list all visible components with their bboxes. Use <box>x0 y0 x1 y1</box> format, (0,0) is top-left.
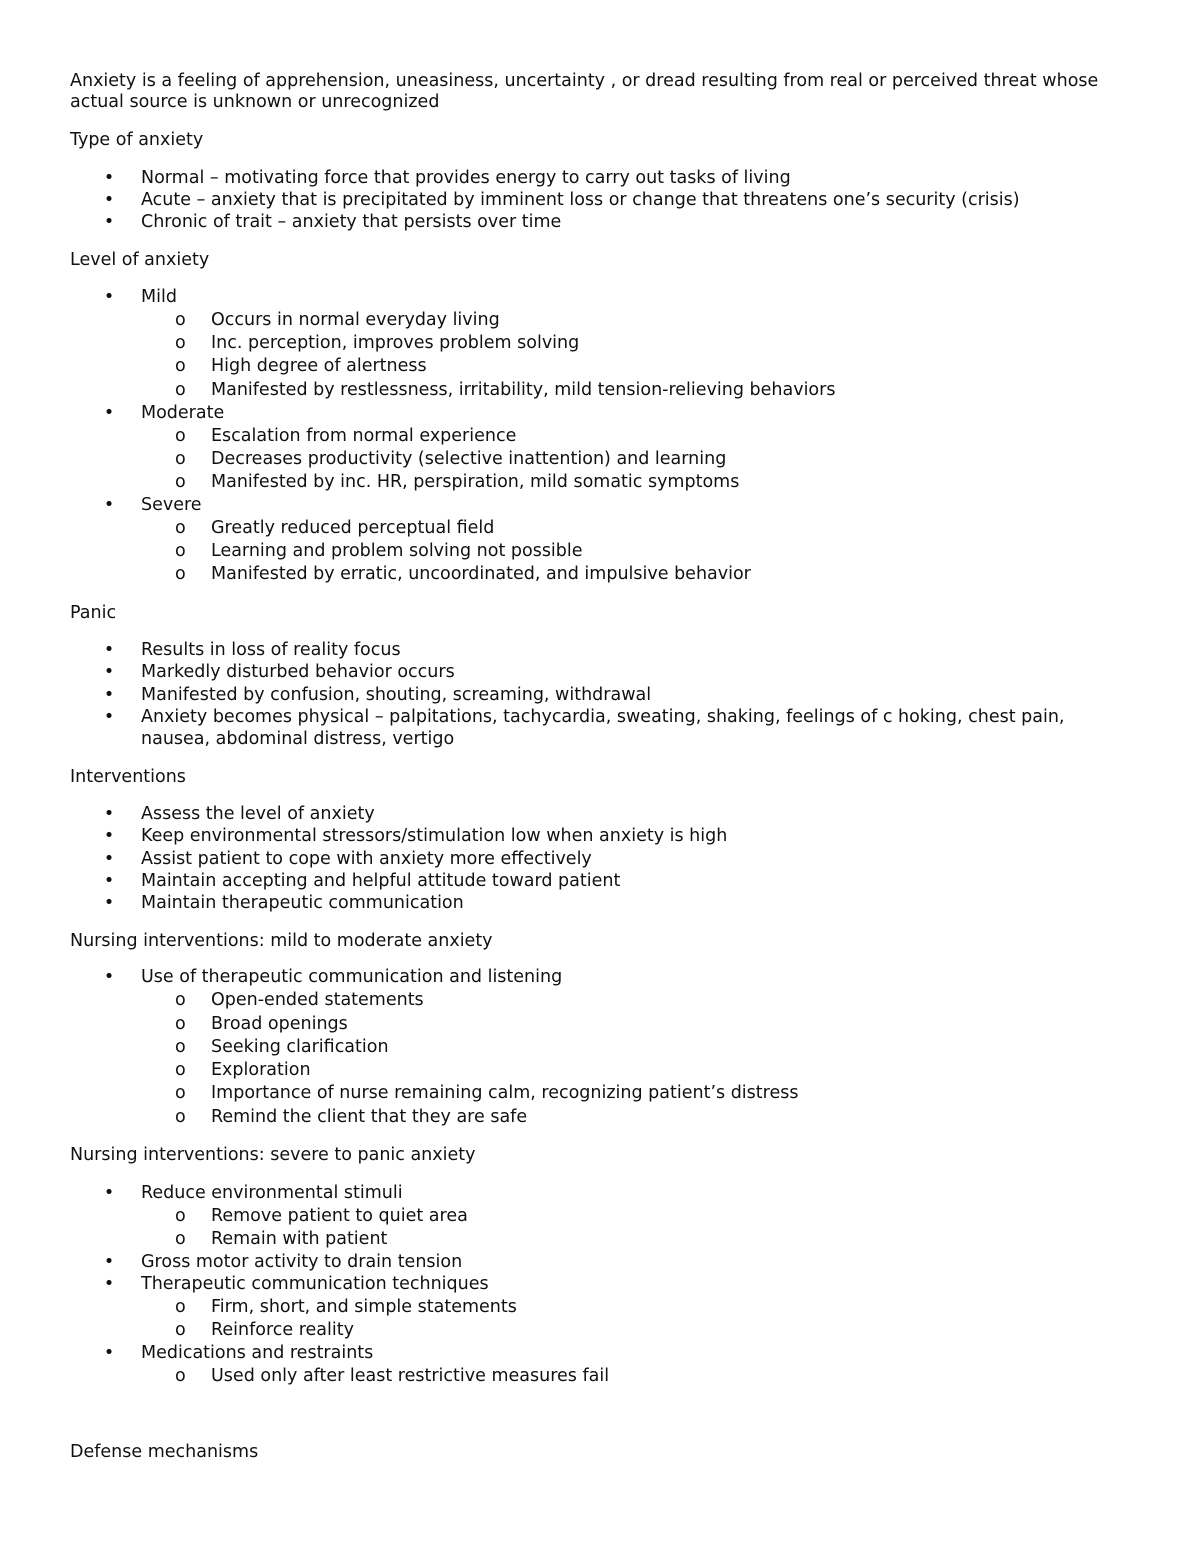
heading-defense-mechanisms: Defense mechanisms <box>70 1442 259 1462</box>
sub-list-item: Remain with patient <box>211 1229 388 1249</box>
list-item-moderate: Moderate <box>141 403 225 423</box>
list-item: Assess the level of anxiety <box>141 804 375 824</box>
heading-level-of-anxiety: Level of anxiety <box>70 250 210 270</box>
sub-bullet-marker: o <box>175 564 186 584</box>
bullet-marker: • <box>103 1274 115 1294</box>
sub-bullet-marker: o <box>175 380 186 400</box>
sub-list-item: Learning and problem solving not possible <box>211 541 583 561</box>
sub-bullet-marker: o <box>175 1206 186 1226</box>
bullet-marker: • <box>103 707 115 727</box>
sub-list-item: Importance of nurse remaining calm, recognizing patient’s distress <box>211 1083 799 1103</box>
heading-type-of-anxiety: Type of anxiety <box>70 130 204 150</box>
sub-bullet-marker: o <box>175 990 186 1010</box>
sub-list-item: Manifested by inc. HR, perspiration, mild somatic symptoms <box>211 472 740 492</box>
list-item: Acute – anxiety that is precipitated by imminent loss or change that threatens one’s security (crisis) <box>141 190 1020 210</box>
bullet-marker: • <box>103 893 115 913</box>
bullet-marker: • <box>103 168 115 188</box>
bullet-marker: • <box>103 212 115 232</box>
bullet-marker: • <box>103 662 115 682</box>
heading-interventions: Interventions <box>70 767 186 787</box>
list-item: Markedly disturbed behavior occurs <box>141 662 455 682</box>
sub-bullet-marker: o <box>175 1037 186 1057</box>
list-item-mild: Mild <box>141 287 177 307</box>
sub-list-item: Occurs in normal everyday living <box>211 310 500 330</box>
sub-list-item: Firm, short, and simple statements <box>211 1297 517 1317</box>
list-item: Normal – motivating force that provides energy to carry out tasks of living <box>141 168 791 188</box>
list-item: Chronic of trait – anxiety that persists over time <box>141 212 562 232</box>
list-item: Use of therapeutic communication and listening <box>141 967 563 987</box>
list-item-continuation: nausea, abdominal distress, vertigo <box>141 729 455 749</box>
bullet-marker: • <box>103 849 115 869</box>
bullet-marker: • <box>103 403 115 423</box>
list-item: Results in loss of reality focus <box>141 640 401 660</box>
sub-list-item: Open-ended statements <box>211 990 424 1010</box>
sub-bullet-marker: o <box>175 356 186 376</box>
list-item: Manifested by confusion, shouting, screaming, withdrawal <box>141 685 652 705</box>
sub-bullet-marker: o <box>175 1083 186 1103</box>
sub-bullet-marker: o <box>175 1297 186 1317</box>
list-item: Reduce environmental stimuli <box>141 1183 403 1203</box>
sub-bullet-marker: o <box>175 1320 186 1340</box>
sub-bullet-marker: o <box>175 1366 186 1386</box>
sub-bullet-marker: o <box>175 426 186 446</box>
list-item: Assist patient to cope with anxiety more effectively <box>141 849 592 869</box>
sub-list-item: Remind the client that they are safe <box>211 1107 528 1127</box>
list-item: Medications and restraints <box>141 1343 374 1363</box>
sub-list-item: Exploration <box>211 1060 311 1080</box>
sub-bullet-marker: o <box>175 472 186 492</box>
list-item: Maintain accepting and helpful attitude toward patient <box>141 871 621 891</box>
bullet-marker: • <box>103 685 115 705</box>
sub-list-item: High degree of alertness <box>211 356 427 376</box>
bullet-marker: • <box>103 1183 115 1203</box>
sub-list-item: Used only after least restrictive measures fail <box>211 1366 610 1386</box>
heading-mild-to-moderate: Nursing interventions: mild to moderate anxiety <box>70 931 493 951</box>
sub-list-item: Broad openings <box>211 1014 348 1034</box>
heading-panic: Panic <box>70 603 117 623</box>
sub-list-item: Escalation from normal experience <box>211 426 517 446</box>
list-item: Gross motor activity to drain tension <box>141 1252 463 1272</box>
list-item: Therapeutic communication techniques <box>141 1274 489 1294</box>
sub-list-item: Reinforce reality <box>211 1320 354 1340</box>
bullet-marker: • <box>103 640 115 660</box>
sub-list-item: Manifested by restlessness, irritability, mild tension-relieving behaviors <box>211 380 836 400</box>
bullet-marker: • <box>103 287 115 307</box>
bullet-marker: • <box>103 190 115 210</box>
intro-line-2: actual source is unknown or unrecognized <box>70 92 440 112</box>
bullet-marker: • <box>103 871 115 891</box>
sub-bullet-marker: o <box>175 1014 186 1034</box>
intro-line-1: Anxiety is a feeling of apprehension, uneasiness, uncertainty , or dread resulting from real or perceived threat whose <box>70 71 1099 91</box>
sub-bullet-marker: o <box>175 541 186 561</box>
sub-list-item: Remove patient to quiet area <box>211 1206 468 1226</box>
sub-bullet-marker: o <box>175 310 186 330</box>
sub-list-item: Greatly reduced perceptual field <box>211 518 495 538</box>
list-item: Keep environmental stressors/stimulation low when anxiety is high <box>141 826 728 846</box>
bullet-marker: • <box>103 1252 115 1272</box>
list-item: Anxiety becomes physical – palpitations, tachycardia, sweating, shaking, feelings of c hoking, chest pain, <box>141 707 1065 727</box>
sub-bullet-marker: o <box>175 1107 186 1127</box>
sub-bullet-marker: o <box>175 518 186 538</box>
list-item-severe: Severe <box>141 495 202 515</box>
bullet-marker: • <box>103 826 115 846</box>
sub-bullet-marker: o <box>175 1060 186 1080</box>
sub-bullet-marker: o <box>175 333 186 353</box>
sub-bullet-marker: o <box>175 449 186 469</box>
bullet-marker: • <box>103 967 115 987</box>
list-item: Maintain therapeutic communication <box>141 893 464 913</box>
sub-list-item: Manifested by erratic, uncoordinated, and impulsive behavior <box>211 564 751 584</box>
heading-severe-to-panic: Nursing interventions: severe to panic anxiety <box>70 1145 476 1165</box>
sub-list-item: Decreases productivity (selective inattention) and learning <box>211 449 727 469</box>
bullet-marker: • <box>103 495 115 515</box>
bullet-marker: • <box>103 804 115 824</box>
bullet-marker: • <box>103 1343 115 1363</box>
sub-list-item: Seeking clarification <box>211 1037 389 1057</box>
sub-bullet-marker: o <box>175 1229 186 1249</box>
sub-list-item: Inc. perception, improves problem solving <box>211 333 580 353</box>
